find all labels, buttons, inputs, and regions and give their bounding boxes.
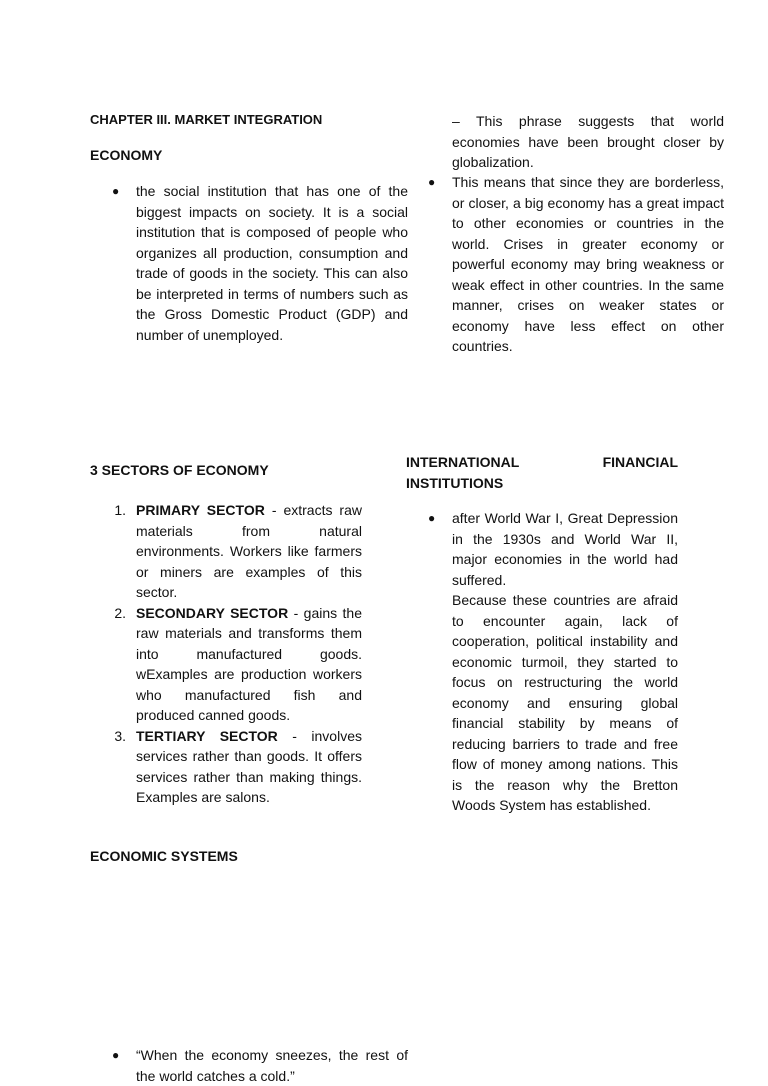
chapter-title: CHAPTER III. MARKET INTEGRATION (90, 112, 323, 127)
bullet-marker: ● (428, 175, 436, 189)
sectors-list (90, 500, 362, 808)
right-column (406, 0, 724, 813)
bullet-marker: ● (112, 184, 120, 198)
economic-systems-quote-item (90, 1045, 408, 1086)
meaning-bullet-text: This means that since they are borderless, or closer, a big economy has a great impact to other economies or countries in the world. Crises in greater economy or powerful economy may bring weakness or weak effect in other countries. In the same manner, crises on weaker states or economy have less effect on other countries. (452, 174, 724, 354)
sector-text: - gains the raw materials and transforms them into manufactured goods. wExamples are production workers who manufactured fish and produced canned goods. (136, 604, 362, 723)
ifi-heading-word: INTERNATIONAL (406, 454, 520, 470)
economic-systems-heading: ECONOMIC SYSTEMS (90, 848, 238, 864)
sector-description (136, 726, 362, 808)
sector-item-tertiary (90, 726, 362, 808)
ifi-heading-line (406, 452, 678, 473)
ifi-section-body (406, 508, 678, 816)
ifi-bullet-text: after World War I, Great Depression in the 1930s and World War II, major economies in the world had suffered. (452, 510, 678, 588)
list-number: 3. (114, 727, 126, 744)
quote-explanation-text: – This phrase suggests that world economies have been brought closer by globalization. (452, 113, 724, 170)
ifi-continuation-text: Because these countries are afraid to encounter again, lack of cooperation, political instability and economic turmoil, they started to focus on restructuring the world economy and ensuring global financial stability by means of reducing barriers to trade and free flow of money among nations. This is the reason why the Bretton Woods System has established. (452, 592, 678, 813)
ifi-heading (406, 452, 678, 493)
list-number: 2. (114, 604, 126, 621)
left-column (90, 0, 408, 1084)
list-number: 1. (114, 502, 126, 518)
bullet-marker: ● (428, 511, 436, 525)
ifi-heading-line: INSTITUTIONS (406, 474, 504, 491)
ifi-bullet-item (406, 508, 678, 590)
economy-definition-text: the social institution that has one of the biggest impacts on society. It is a social institution that is composed of people who organizes all production, consumption and trade of goods in the society. This can also be interpreted in terms of numbers such as the Gross Domestic Product (GDP) and number of unemployed. (136, 183, 408, 343)
sector-text: - involves services rather than goods. It offers services rather than making things. Examples are salons. (136, 727, 362, 805)
meaning-bullet-item (406, 172, 724, 357)
sector-description (136, 603, 362, 726)
economy-definition-item (90, 181, 408, 345)
sector-item-secondary (90, 603, 362, 726)
sector-term: PRIMARY SECTOR (136, 502, 265, 518)
sector-text: - extracts raw materials from natural environments. Workers like farmers or miners are examples of this sector. (136, 502, 362, 600)
sector-description (136, 500, 362, 603)
sector-item-primary (90, 500, 362, 603)
sector-term: TERTIARY SECTOR (136, 727, 278, 744)
sectors-heading: 3 SECTORS OF ECONOMY (90, 462, 269, 478)
economy-heading: ECONOMY (90, 147, 163, 163)
sector-term: SECONDARY SECTOR (136, 604, 289, 621)
bullet-marker: ● (112, 1048, 120, 1062)
ifi-heading-word: FINANCIAL (602, 454, 678, 470)
economic-systems-quote: “When the economy sneezes, the rest of the world catches a cold.” (136, 1047, 408, 1084)
